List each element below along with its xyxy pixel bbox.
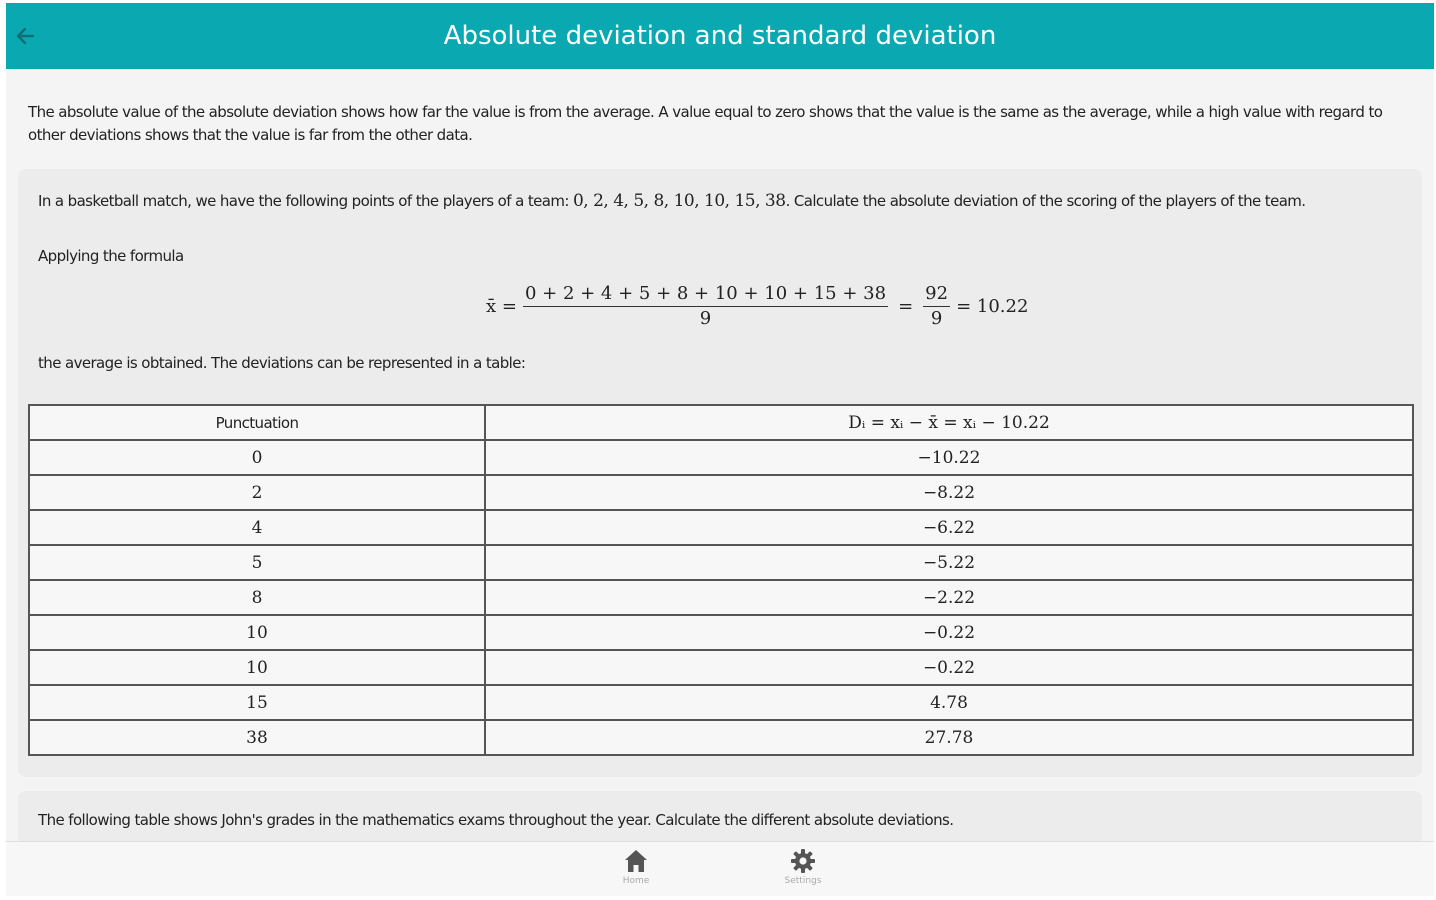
nav-home-label: Home xyxy=(622,876,650,886)
table-cell-deviation: −0.22 xyxy=(485,650,1413,685)
table-cell-deviation: −6.22 xyxy=(485,510,1413,545)
nav-settings-label: Settings xyxy=(784,876,822,886)
table-row xyxy=(29,615,1413,650)
applying-label: Applying the formula xyxy=(38,247,184,265)
table-row xyxy=(29,685,1413,720)
table-cell-score: 10 xyxy=(29,615,485,650)
example-2-problem: The following table shows John's grades in the mathematics exams throughout the year. Calculate the different absolute deviations. xyxy=(38,811,954,829)
table-cell-deviation: −2.22 xyxy=(485,580,1413,615)
formula-denominator-2: 9 xyxy=(930,308,943,329)
table-cell-score: 10 xyxy=(29,650,485,685)
table-header-deviation: Dᵢ = xᵢ − x̄ = xᵢ − 10.22 xyxy=(485,405,1413,440)
nav-home[interactable] xyxy=(596,848,676,894)
bottom-nav xyxy=(6,841,1434,896)
table-cell-score: 2 xyxy=(29,475,485,510)
table-cell-deviation: −0.22 xyxy=(485,615,1413,650)
example-card-2 xyxy=(18,791,1422,841)
table-cell-deviation: 27.78 xyxy=(485,720,1413,755)
table-cell-score: 15 xyxy=(29,685,485,720)
table-cell-deviation: 4.78 xyxy=(485,685,1413,720)
example-problem xyxy=(38,191,1305,211)
table-row xyxy=(29,440,1413,475)
table-cell-score: 0 xyxy=(29,440,485,475)
formula-result: = 10.22 xyxy=(956,295,1029,317)
app-header xyxy=(6,3,1434,69)
mean-formula xyxy=(486,281,1028,331)
table-row xyxy=(29,545,1413,580)
page-title: Absolute deviation and standard deviation xyxy=(443,21,997,51)
scroll-content[interactable] xyxy=(6,69,1434,841)
table-cell-deviation: −8.22 xyxy=(485,475,1413,510)
table-header-punctuation: Punctuation xyxy=(29,405,485,440)
nav-settings[interactable] xyxy=(763,848,843,894)
table-cell-score: 8 xyxy=(29,580,485,615)
table-row xyxy=(29,510,1413,545)
table-cell-deviation: −10.22 xyxy=(485,440,1413,475)
table-row xyxy=(29,720,1413,755)
table-row xyxy=(29,475,1413,510)
formula-numerator: 0 + 2 + 4 + 5 + 8 + 10 + 10 + 15 + 38 xyxy=(523,283,888,307)
problem-values: 0, 2, 4, 5, 8, 10, 10, 15, 38 xyxy=(572,191,786,211)
example-card xyxy=(18,169,1422,777)
formula-denominator: 9 xyxy=(699,308,712,329)
formula-fraction-2 xyxy=(923,283,950,329)
table-cell-deviation: −5.22 xyxy=(485,545,1413,580)
table-header-row xyxy=(29,405,1413,440)
formula-numerator-2: 92 xyxy=(923,283,950,307)
problem-suffix: . Calculate the absolute deviation of the scoring of the players of the team. xyxy=(785,192,1306,210)
table-row xyxy=(29,650,1413,685)
table-row xyxy=(29,580,1413,615)
home-icon xyxy=(623,848,649,874)
app-window xyxy=(6,3,1434,896)
table-cell-score: 4 xyxy=(29,510,485,545)
table-cell-score: 5 xyxy=(29,545,485,580)
table-cell-score: 38 xyxy=(29,720,485,755)
formula-equals: = xyxy=(898,295,914,317)
formula-lhs: x̄ = xyxy=(486,295,517,317)
intro-paragraph: The absolute value of the absolute deviation shows how far the value is from the average. A value equal to zero shows that the value is the same as the average, while a high value with regard to other deviations shows that the value is far from the other data. xyxy=(28,103,1383,144)
deviation-table xyxy=(28,404,1414,756)
formula-fraction-1 xyxy=(523,283,888,329)
gear-icon xyxy=(790,848,816,874)
problem-prefix: In a basketball match, we have the following points of the players of a team: xyxy=(38,192,573,210)
after-formula-text: the average is obtained. The deviations can be represented in a table: xyxy=(38,354,526,372)
